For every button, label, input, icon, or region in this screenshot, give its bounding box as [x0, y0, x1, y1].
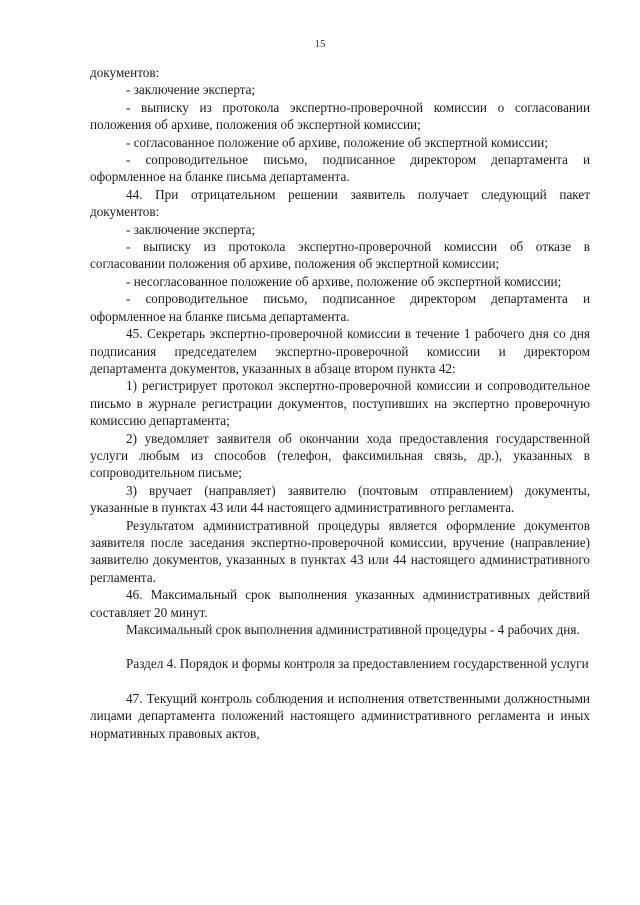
paragraph: 46. Максимальный срок выполнения указанных административных действий составляет 20 минут. — [90, 587, 590, 620]
paragraph: - выписку из протокола экспертно-проверочной комиссии об отказе в согласовании положения об архиве, положения об экспертной комиссии; — [90, 239, 590, 272]
paragraph: 2) уведомляет заявителя об окончании хода предоставления государственной услуги любым из способов (телефон, факсимильная связь, др.), указанных в сопроводительном письме; — [90, 430, 590, 481]
section-heading: Раздел 4. Порядок и формы контроля за предоставлением государственной услуги — [126, 656, 589, 672]
paragraph: Результатом административной процедуры является оформление документов заявителя после заседания экспертно-проверочной комиссии, вручение (направление) заявителю документов, указанных в пунктах 43 или 44 настоящего административного регламента. — [90, 517, 590, 585]
paragraph: - выписку из протокола экспертно-проверочной комиссии о согласовании положения об архиве, положения об экспертной комиссии; — [90, 99, 590, 133]
paragraph: Максимальный срок выполнения административной процедуры - 4 рабочих дня. — [126, 622, 580, 637]
paragraph: 3) вручает (направляет) заявителю (почтовым отправлением) документы, указанные в пунктах 43 или 44 настоящего административного регламента. — [90, 482, 590, 516]
paragraph: - заключение эксперта; — [126, 221, 256, 237]
paragraph: - сопроводительное письмо, подписанное директором департамента и оформленное на бланке письма департамента. — [90, 291, 590, 324]
paragraph: - несогласованное положение об архиве, положение об экспертной комиссии; — [126, 273, 562, 289]
paragraph: - согласованное положение об архиве, положение об экспертной комиссии; — [126, 134, 548, 150]
spacer — [90, 673, 590, 690]
spacer — [90, 638, 590, 655]
paragraph: 45. Секретарь экспертно-проверочной комиссии в течение 1 рабочего дня со дня подписания председателем экспертно-проверочной комиссии и директором департамента документов, указанных в абзаце втором пункта 42: — [90, 326, 590, 376]
page-number: 15 — [314, 38, 326, 50]
document-body — [90, 64, 590, 742]
paragraph: 1) регистрирует протокол экспертно-проверочной комиссии и сопроводительное письмо в журнале регистрации документов, поступивших на экспертно проверочную комиссию департамента; — [90, 378, 590, 429]
paragraph: 44. При отрицательном решении заявитель получает следующий пакет документов: — [90, 186, 590, 220]
paragraph: документов: — [90, 65, 160, 80]
paragraph: - заключение эксперта; — [126, 82, 256, 98]
paragraph: 47. Текущий контроль соблюдения и исполнения ответственными должностными лицами департамента положений настоящего административного регламента и иных нормативных правовых актов, — [90, 690, 590, 741]
paragraph: - сопроводительное письмо, подписанное директором департамента и оформленное на бланке письма департамента. — [90, 152, 590, 185]
